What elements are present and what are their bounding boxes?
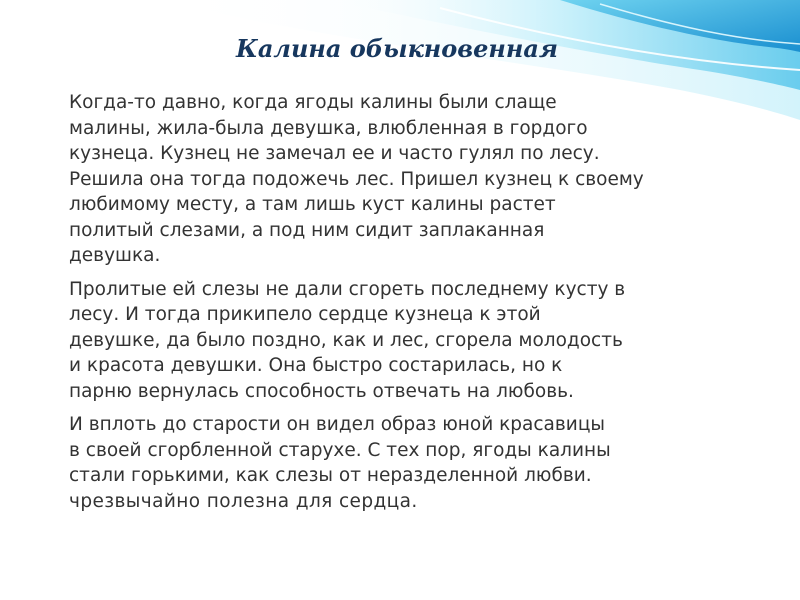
paragraph-2: Пролитые ей слезы не дали сгореть последнему кусту в лесу. И тогда прикипело сердце кузнеца к этой девушке, да было поздно, как и лес, сгорела молодость и красота девушки. Она быстро состарилась, но к парню вернулась способность отвечать на любовь.: [69, 278, 626, 402]
paragraph-3: И вплоть до старости он видел образ юной красавицы в своей сгорбленной старухе. С тех пор, ягоды калины стали горькими, как слезы от неразделенной любви.: [69, 414, 611, 486]
paragraph-last-line: чрезвычайно полезна для сердца.: [69, 490, 418, 512]
slide-title: Калина обыкновенная: [236, 34, 558, 63]
paragraph-1: Когда-то давно, когда ягоды калины были слаще малины, жила-была девушка, влюбленная в гордого кузнеца. Кузнец не замечал ее и часто гулял по лесу. Решила она тогда подожечь лес. Пришел кузнец к своему любимому месту, а там лишь куст калины растет политый слезами, а под ним сидит заплаканная девушка.: [69, 92, 644, 266]
slide-body: [69, 90, 764, 522]
